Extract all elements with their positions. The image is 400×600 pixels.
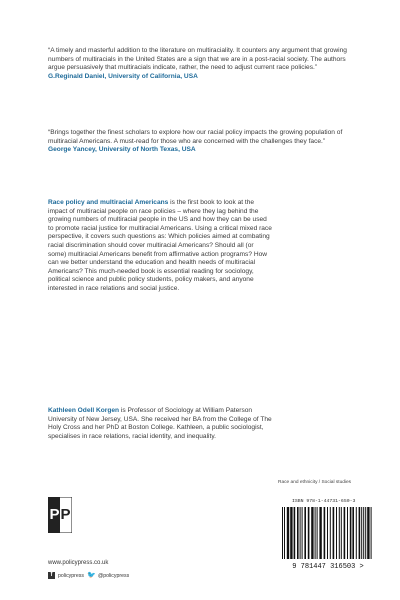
- endorsement-quote: “A timely and masterful addition to the literature on multiraciality. It counters any argument that growing numbers of multiracials in the United States are a sign that we are in a post-racial society. The authors argue persuasively that multiracials indicate, rather, the need to adjust current race policies.”: [48, 47, 347, 72]
- endorsement-1: [48, 47, 348, 81]
- barcode-icon: [278, 507, 378, 571]
- policy-press-logo: [48, 497, 72, 533]
- twitter-icon: 🐦: [86, 572, 96, 579]
- barcode-bar: [324, 507, 326, 559]
- endorsement-attribution: George Yancey, University of North Texas, USA: [48, 146, 196, 154]
- twitter-handle: @policypress: [97, 572, 130, 579]
- svg-text:P: P: [60, 506, 71, 523]
- barcode-block: [276, 499, 380, 571]
- barcode-bar: [290, 507, 292, 559]
- barcode-bar: [347, 507, 348, 559]
- barcode-bar: [359, 507, 361, 559]
- barcode-bar: [311, 507, 313, 559]
- barcode-bar: [317, 507, 318, 559]
- barcode-bar: [361, 507, 362, 559]
- author-name: Kathleen Odell Korgen: [48, 407, 120, 414]
- barcode-bar: [365, 507, 366, 559]
- endorsement-attribution: G.Reginald Daniel, University of California, USA: [48, 72, 198, 80]
- barcode-bar: [302, 507, 303, 559]
- barcode-bar: [327, 507, 328, 559]
- author-body: is Professor of Sociology at William Paterson University of New Jersey, USA. She received her BA from the College of The Holy Cross and her PhD at Boston College. Kathleen, a public sociologist, specialises in race relations, racial identity, and inequality.: [48, 407, 272, 440]
- book-description: [48, 199, 273, 294]
- barcode-bar: [282, 507, 283, 559]
- barcode-bar: [287, 507, 289, 559]
- description-body: is the first book to look at the impact of multiracial people on race policies – where they lag behind the growing numbers of multiracial people in the US and how they can be used to promote racial justice for multiracial Americans. Using a critical mixed race perspective, it covers such questions as: Which policies aimed at combating racial discrimination should cover multiracial Americans? Should all (or some) multiracial Americans benefit from affirmative action programs? How can we better understand the education and health needs of multiracial Americans? This much-needed book is essential reading for sociology, political science and public policy students, policy makers, and anyone interested in race relations and social justice.: [48, 199, 272, 292]
- barcode-bar: [284, 507, 285, 559]
- endorsement-2: [48, 129, 348, 155]
- barcode-bar: [308, 507, 310, 559]
- barcode-bar: [336, 507, 337, 559]
- barcode-bar: [363, 507, 364, 559]
- isbn-text: ISBN 978-1-44731-650-3: [292, 499, 356, 504]
- barcode-bar: [319, 507, 321, 559]
- author-bio: [48, 407, 273, 441]
- svg-text:P: P: [49, 506, 60, 523]
- barcode-bar: [333, 507, 335, 559]
- facebook-handle: policypress: [58, 572, 84, 579]
- barcode-bar: [300, 507, 301, 559]
- barcode-bar: [330, 507, 331, 559]
- barcode-bar: [350, 507, 352, 559]
- barcode-bar: [315, 507, 316, 559]
- facebook-icon: f: [48, 572, 55, 579]
- barcode-bar: [304, 507, 306, 559]
- publisher-url: www.policypress.co.uk: [48, 560, 109, 566]
- barcode-bar: [297, 507, 299, 559]
- barcode-bar: [352, 507, 354, 559]
- barcode-bar: [367, 507, 369, 559]
- barcode-bar: [339, 507, 340, 559]
- book-title-lead: Race policy and multiracial Americans: [48, 199, 169, 206]
- barcode-bar: [356, 507, 357, 559]
- barcode-bar: [344, 507, 346, 559]
- barcode-bar: [294, 507, 296, 559]
- social-links: [48, 572, 129, 579]
- barcode-bar: [341, 507, 342, 559]
- barcode-number: 9 781447 316503 >: [292, 563, 364, 571]
- subject-categories: Race and ethnicity / Social studies: [278, 480, 352, 485]
- barcode-bar: [371, 507, 372, 559]
- endorsement-quote: “Brings together the finest scholars to explore how our racial policy impacts the growing population of multiracial Americans. A must-read for those who are concerned with the challenges they face.”: [48, 129, 343, 145]
